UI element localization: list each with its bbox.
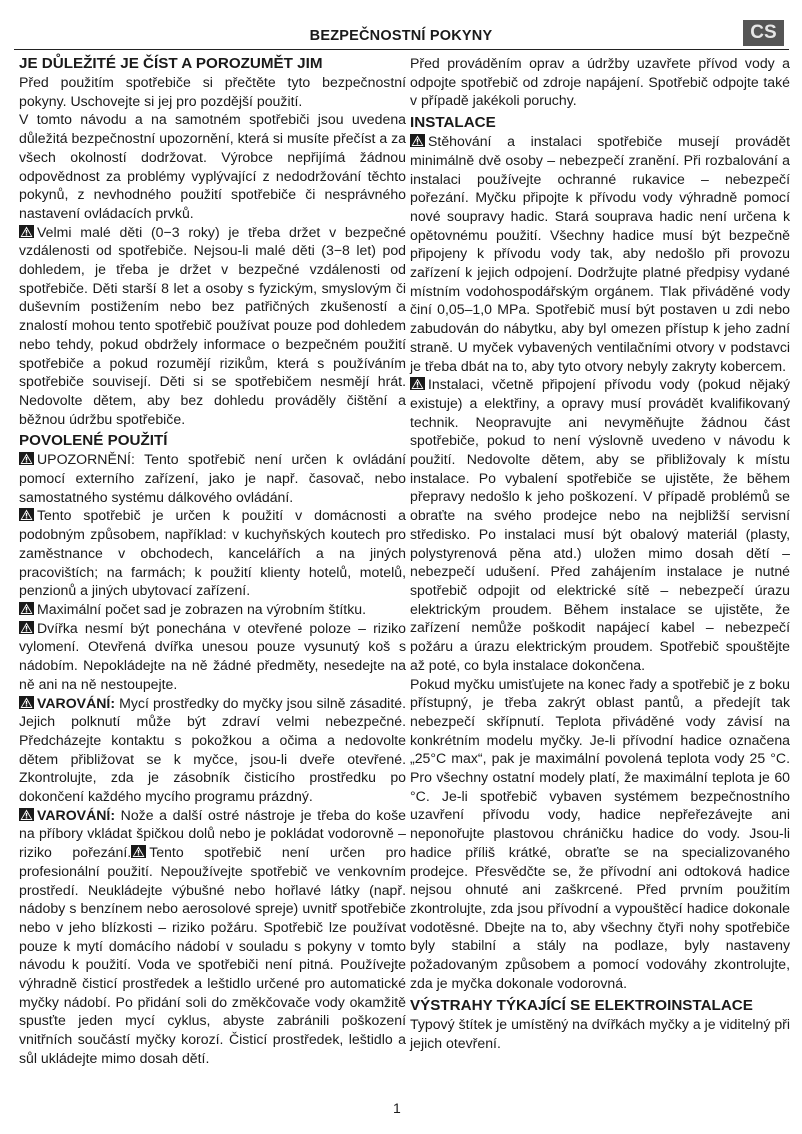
right-column <box>410 54 790 1053</box>
electrical-paragraph-1: Typový štítek je umístěný na dvířkách myčky a je viditelný při jejich otevření. <box>410 1016 790 1052</box>
warning-icon <box>19 696 34 709</box>
warning-label: VAROVÁNÍ: <box>37 806 116 823</box>
page-title: BEZPEČNOSTNÍ POKYNY <box>309 28 493 44</box>
header-divider <box>14 49 789 50</box>
knives-warning: VAROVÁNÍ: Nože a další ostré nástroje je třeba do koše na příbory vkládat špičkou dolů nebo je pokládat vodorovně – riziko pořezání. Tento spotřebič není určen pro profesionální použití. Nepoužívejte spotřebič ve venkovním prostředí. Neukládejte výbušné nebo hořlavé látky (např. nádoby s benzínem nebo aerosolové spreje) uvnitř spotřebiče nebo v jeho blízkosti – riziko požáru. Spotřebič lze používat pouze k mytí domácího nádobí v souladu s pokyny v tomto návodu k použití. Voda ve spotřebiči není pitná. Používejte výhradně čisticí prostředek a leštidlo určené pro automatické myčky nádobí. Po přidání soli do změkčovače vody okamžitě spusťte jeden mycí cyklus, abyste zabránili poškození vnitřních součástí myčky korozí. Čisticí prostředek, leštidlo a sůl ukládejte mimo dosah dětí. <box>19 806 406 1066</box>
intro-paragraph-2: V tomto návodu a na samotném spotřebiči jsou uvedena důležitá bezpečnostní upozornění, která si musíte přečíst a za všech okolností dodržovat. Výrobce nepřijímá žádnou odpovědnost za problémy vyplývající z nedodržování těchto pokynů, z nevhodného použití spotřebiče či nesprávného nastavení ovládacích prvků. <box>19 111 407 221</box>
installation-paragraph-2: Instalaci, včetně připojení přívodu vody (pokud nějaký existuje) a elektřiny, a opravy musí provádět kvalifikovaný technik. Neopravujte ani nevyměňujte žádnou část spotřebiče, pokud to není výslovně uvedeno v návodu k použití. Nedovolte dětem, aby se přibližovaly k místu instalace. Po vybalení spotřebiče se ujistěte, že během přepravy nedošlo k jeho poškození. V případě problémů se obraťte na svého prodejce nebo na nejbližší servisní středisko. Po instalaci musí být obalový materiál (plasty, polystyrenová pěna atd.) uložen mimo dosah dětí – nebezpečí udušení. Před zahájením instalace je nutné spotřebič odpojit od elektrické sítě – nebezpečí úrazu elektrickým proudem. Během instalace se ujistěte, že zařízení nemůže poškodit napájecí kabel – nebezpečí požáru a úrazu elektrickým proudem. Spotřebič spouštějte až poté, co byla instalace dokončena. <box>410 376 790 673</box>
door-warning: Dvířka nesmí být ponechána v otevřené poloze – riziko vylomení. Otevřená dvířka unesou pouze vysunutý koš s nádobím. Nepokládejte na ně žádné předměty, nesedejte na ně ani na ně nestoupejte. <box>19 619 406 692</box>
warning-icon <box>19 621 34 634</box>
professional-use: Tento spotřebič není určen pro profesionální použití. Nepoužívejte spotřebič ve venkovním prostředí. Neukládejte výbušné nebo hořlavé látky (např. nádoby s benzínem nebo aerosolové spreje) uvnitř spotřebiče nebo v jeho blízkosti – riziko požáru. Spotřebič lze používat pouze k mytí domácího nádobí v souladu s pokyny v tomto návodu k použití. Voda ve spotřebiči není pitná. Používejte výhradně čisticí prostředek a leštidlo určené pro automatické myčky nádobí. Po přidání soli do změkčovače vody okamžitě spusťte jeden mycí cyklus, abyste zabránili poškození vnitřních součástí myčky korozí. Čisticí prostředek, leštidlo a sůl ukládejte mimo dosah dětí. <box>19 844 406 1066</box>
warning-icon <box>410 377 425 390</box>
notice-external-control: UPOZORNĚNÍ: Tento spotřebič není určen k ovládání pomocí externího zařízení, jako je např. časovač, nebo samostatného systému dálkového ovládání. <box>19 451 406 505</box>
warning-label: VAROVÁNÍ: <box>37 694 116 711</box>
warning-icon <box>19 452 34 465</box>
household-use: Tento spotřebič je určen k použití v domácnosti a podobným způsobem, například: v kuchyňských koutech pro zaměstnance v obchodech, kancelářích a na jiných pracovištích; na farmách; k použití klienty hotelů, motelů, penzionů a jiných ubytovací zařízení. <box>19 507 406 599</box>
warning-icon <box>131 845 146 858</box>
heading-important: JE DŮLEŽITÉ JE ČÍST A POROZUMĚT JIM <box>19 55 323 72</box>
warning-icon <box>19 808 34 821</box>
max-sets-note: Maximální počet sad je zobrazen na výrobním štítku. <box>19 600 406 619</box>
left-column <box>19 54 406 1068</box>
warning-icon <box>19 508 34 521</box>
heading-electrical: VÝSTRAHY TÝKAJÍCÍ SE ELEKTROINSTALACE <box>410 997 753 1015</box>
page-number: 1 <box>393 1100 401 1116</box>
detergent-warning: VAROVÁNÍ: Mycí prostředky do myčky jsou silně zásadité. Jejich polknutí může být zdraví velmi nebezpečné. Předcházejte kontaktu s pokožkou a očima a nedovolte dětem přibližovat se k myčce, jsou-li dveře otevřené. Zkontrolujte, zda je zásobník čisticího prostředku po dokončení každého mycího programu prázdný. <box>19 694 406 805</box>
intro-paragraph-1: Před použitím spotřebiče si přečtěte tyto bezpečnostní pokyny. Uschovejte si jej pro pozdější použití. <box>19 74 406 109</box>
installation-paragraph-1: Stěhování a instalaci spotřebiče musejí provádět minimálně dvě osoby – nebezpečí zranění. Při rozbalování a instalaci používejte ochranné rukavice – nebezpečí pořezání. Myčku připojte k přívodu vody výhradně pomocí nové soupravy hadic. Stará souprava hadic není určena k opětovnému použití. Všechny hadice musí být bezpečně připojeny k přívodu vody tak, aby nedošlo při provozu zařízení k jejich odpojení. Dodržujte platné předpisy vydané místním vodohospodářským orgánem. Tlak přiváděné vody činí 0,05–1,0 MPa. Spotřebič musí být postaven u zdi nebo zabudován do nábytku, aby byl omezen přístup k jeho zadní straně. U myček vybavených ventilačními otvory v podstavci je třeba dbát na to, aby tyto otvory nebyly zakryty kobercem. <box>410 133 790 374</box>
children-warning: Velmi malé děti (0−3 roky) je třeba držet v bezpečné vzdálenosti od spotřebiče. Nejsou-li malé děti (3−8 let) pod dohledem, je třeba je držet v bezpečné vzdálenosti od spotřebiče. Děti starší 8 let a osoby s fyzickým, smyslovým či duševním postižením nebo bez patřičných zkušeností a znalostí mohou tento spotřebič používat pouze pod dohledem nebo tehdy, pokud obdržely informace o bezpečném použití spotřebiče a pokud rozumějí rizikům, která s používáním spotřebiče souvisejí. Děti si se spotřebičem nesmějí hrát. Nedovolte dětem, aby bez dohledu prováděly čištění a běžnou údržbu spotřebiče. <box>19 223 406 427</box>
installation-paragraph-3: Pokud myčku umisťujete na konec řady a spotřebič je z boku přístupný, je třeba zakrýt oblast pantů, a předejít tak nebezpečí skřípnutí. Teplota přiváděné vody závisí na konkrétním modelu myčky. Je-li přívodní hadice označena „25°C max“, pak je maximální povolená teplota vody 25 °C. Pro všechny ostatní modely platí, že maximální teplota je 60 °C. Je-li spotřebič vybaven systémem bezpečnostního uzavření přívodu vody, hadice nepřeřezávejte ani neponořujte plastovou chráničku hadice do vody. Jsou-li hadice příliš krátké, obraťte se na specializovaného prodejce. Přesvědčte se, že přívodní ani odtoková hadice nejsou ohnuté ani zaškrcené. Před prvním použitím zkontrolujte, zda jsou přívodní a vypouštěcí hadice dokonale vodotěsné. Dbejte na to, aby všechny čtyři nohy spotřebiče byly stabilní a stály na podlaze, byly nastaveny požadovaným způsobem a pomocí vodováhy zkontrolujte, zda je myčka dokonale vodorovná. <box>410 675 790 991</box>
heading-permitted-use: POVOLENÉ POUŽITÍ <box>19 432 168 450</box>
language-badge: CS <box>743 20 784 46</box>
maintenance-paragraph: Před prováděním oprav a údržby uzavřete přívod vody a odpojte spotřebič od zdroje napájení. Spotřebič odpojte také v případě jakékoli poruchy. <box>410 55 790 109</box>
warning-icon <box>19 602 34 615</box>
warning-icon <box>410 134 425 147</box>
heading-installation: INSTALACE <box>410 114 496 132</box>
warning-icon <box>19 225 34 238</box>
